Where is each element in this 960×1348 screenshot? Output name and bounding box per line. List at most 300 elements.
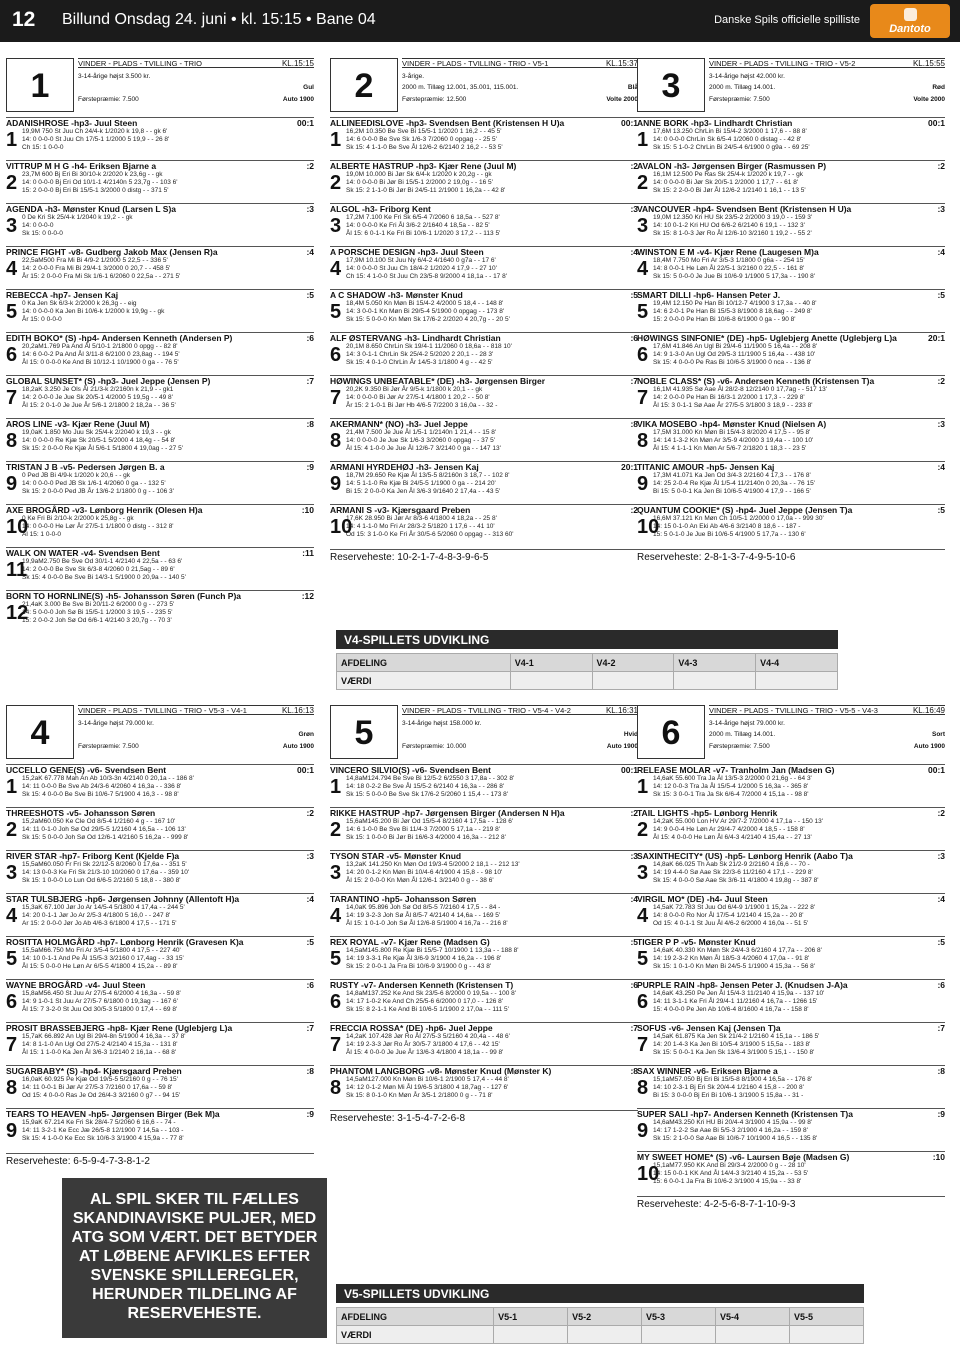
form-line: 14: 19 3-2-3 Joh Sø Ål 8/5-7 4/2140 4 14,6a - - 169 5' [346, 912, 501, 919]
start-number: 12 [6, 602, 29, 624]
v4-col: V4-4 [756, 654, 838, 672]
form-line: 14: 11 3-2-1 Ke Ecc Jæ 26/5-8 12/1900 7 14,5a - - 103 - [22, 1127, 184, 1134]
form-line: 15,1aM57.050 Bj Eri Bi 15/5-8 8/1900 4 16,5a - - 176 8' [653, 1076, 813, 1083]
form-line: 15: 6 0-0-1 Ja Fra Bi 10/6-2 3/1900 4 15,9a - - 33 8' [653, 1178, 802, 1185]
race-time: KL.16:13 [281, 706, 314, 715]
form-line: 14: 0 0-0-0 Re Kjæ Sk 20/5-1 5/2000 4 18,4g - - 54 8' [22, 437, 176, 444]
form-line: Ål 15: 4 1-0-0 Je Jue Ål 12/6-7 3/2140 0 ga - - 147 13' [346, 445, 501, 452]
v5-title: V5-SPILLETS UDVIKLING [336, 1284, 864, 1303]
horse-odds: 00:1 [620, 765, 638, 775]
start-number: 4 [330, 258, 342, 280]
horse-entry [637, 1065, 945, 1108]
form-line: 14: 9 0-0-4 He Løn Ar 29/4-7 4/2000 4 18,5 - - 158 8' [653, 826, 805, 833]
horse-odds: :3 [306, 851, 314, 861]
form-line: 14,6aK 43.250 Pe Jen Ål 15/4-3 11/2140 4 15,9a - - 137 10' [653, 990, 825, 997]
form-line: 14: 11 0-1-0 Joh Sø Od 29/5-5 1/2160 4 16,5a - - 106 13' [22, 826, 186, 833]
start-number: 6 [330, 344, 342, 366]
race-number: 4 [6, 705, 74, 759]
form-lines [653, 775, 945, 799]
pool-note: AL SPIL SKER TIL FÆLLES SKANDINAVISKE PULJER, MED ATG SOM VÆRT. DET BETYDER AT LØBENE AFVIKLES EFTER SVENSKE SPILLEREGLER, HERUNDER TILDELING AF RESERVEHESTE. [62, 1178, 327, 1338]
form-line: 14: 4 1-1-0 Mo Fri Ar 28/3-2 5/1820 1 17,6 - - 41 10' [346, 523, 495, 530]
form-line: 14: 25 2-0-4 Re Kjæ Ål 1/5-4 11/2140n 0 20,3a - - 76 15' [653, 480, 815, 487]
horse-name: VANCOUVER -hp4- Svendsen Bent (Kristensen H U)a [637, 204, 852, 214]
v4-col: V4-2 [592, 654, 674, 672]
horse-odds: 00:1 [927, 118, 945, 128]
horse-entry [330, 807, 638, 850]
form-line: 14,0aK 95.896 Joh Sø Od 8/5-5 7/2160 4 17,5 - - 84 - [346, 904, 501, 911]
race-start: Volte 2000 [606, 96, 638, 103]
form-line: Sk 15: 4 0-0-0 Be Sve Bi 10/6-7 5/1900 4 16,3 - - 98 8' [22, 791, 179, 798]
form-line: 14: 9 1-0-1 St Juu Ar 27/5-7 6/1800 0 19,3ag - - 167 6' [22, 998, 178, 1005]
form-line: 15,3aK 67.100 Jør Jo Ar 14/5-4 5/1800 4 17,4a - - 244 5' [22, 904, 185, 911]
form-lines [22, 904, 314, 928]
form-lines [653, 257, 945, 281]
horse-odds: :2 [630, 808, 638, 818]
race-number: 6 [637, 705, 705, 759]
form-line: Sk 15: 2 1-0-0 Sø Aae Bi 10/6-7 10/1900 4 16,5 - - 135 8' [653, 1135, 818, 1142]
form-line: 15: 5 0-1-0 Je Jue Bi 10/6-5 4/1900 5 17,7a - - 130 6' [653, 531, 806, 538]
form-lines [653, 861, 945, 885]
race-start: Auto 1900 [913, 743, 945, 750]
form-line: 14: 11 0-0-0 Be Sve Ab 24/3-6 4/2060 4 16,3a - - 336 8' [22, 783, 182, 790]
form-line: 19,9aM2.750 Be Sve Od 30/1-1 4/2140 4 22,5a - - 63 6' [22, 558, 183, 565]
horse-odds: 00:1 [927, 765, 945, 775]
start-number: 3 [330, 862, 342, 884]
horse-entry [6, 375, 314, 418]
start-number: 3 [330, 215, 342, 237]
horse-entry [637, 246, 945, 289]
race-prize: Førstepræmie: 7.500 [78, 743, 139, 750]
form-line: 23,7M 600 Bj Eri Bi 30/10-k 2/2020 k 23,6g - - gk [22, 171, 163, 178]
form-line: 14: 0 0-0-0 He Lør År 27/5-1 1/1800 0 distg - - 312 8' [22, 523, 174, 530]
form-line: 15,8aM56.450 St Juu Ar 27/5-4 6/2000 4 16,3a - - 59 8' [22, 990, 181, 997]
form-line: 14: 0 0-0-0 Bi Jør Bi 15/5-1 2/2000 2 19,0g - - 16 5' [346, 179, 493, 186]
form-lines [653, 1033, 945, 1057]
start-number: 4 [6, 258, 18, 280]
form-line: 14: 2 0-0-0 Je Jue Sk 20/5-1 4/2000 5 19,5g - - 49 8' [22, 394, 173, 401]
race-conditions: 3-14-årige højst 158.000 kr. [402, 720, 482, 727]
horse-entry [637, 332, 945, 375]
form-lines [22, 343, 314, 367]
form-line: Sk 15: 4 0-0-0 Pe Ras Bi 10/6-5 3/1900 0 nca - - 136 8' [653, 359, 812, 366]
horse-name: PRINCE FIGHT -v8- Gudberg Jakob Max (Jensen R)a [6, 247, 218, 257]
horse-odds: :5 [937, 505, 945, 515]
race-time: KL.16:49 [912, 706, 945, 715]
start-number: 8 [330, 1077, 342, 1099]
form-line: År 15: 2 1-0-1 Bi Jør Hb 4/6-5 7/2200 3 16,0a - - 32 - [346, 402, 498, 409]
start-number: 4 [637, 905, 649, 927]
race-title: VINDER - PLADS - TVILLING - TRIO - V5-3 - V4-1 [78, 705, 314, 715]
horse-entry [637, 893, 945, 936]
horse-name: HØWINGS UNBEATABLE* (DE) -h3- Jørgensen Birger [330, 376, 546, 386]
form-line: 0 Ped JB Bi 4/9-k 1/2020 k 20,6 - - gk [22, 472, 131, 479]
horse-name: TYSON STAR -v5- Mønster Knud [330, 851, 462, 861]
race-title: VINDER - PLADS - TVILLING - TRIO - V5-2 [709, 58, 945, 68]
start-number: 11 [6, 559, 28, 581]
horse-name: ALLINEEDISLOVE -hp3- Svendsen Bent (Kristensen H U)a [330, 118, 565, 128]
start-number: 5 [637, 301, 649, 323]
form-line: År 15: 0 0-0-0 [22, 316, 62, 323]
reserve-horses: Reserveheste: 4-2-5-6-8-7-1-10-9-3 [637, 1196, 945, 1211]
form-line: 20,2aM1.769 Pa And Ål 5/10-1 2/1800 0 opgg - - 82 8' [22, 343, 178, 350]
horse-name: TIGER P P -v5- Mønster Knud [637, 937, 756, 947]
start-number: 3 [637, 862, 649, 884]
horse-name: PURPLE RAIN -hp8- Jensen Peter J. (Knudsen J-A)a [637, 980, 848, 990]
meeting-title: Billund Onsdag 24. juni • kl. 15:15 • Bane 04 [62, 11, 376, 28]
page-header [0, 0, 960, 42]
horse-entry [330, 203, 638, 246]
form-lines [346, 904, 638, 928]
race-conditions: 3-14-årige højst 79.000 kr. [78, 720, 154, 727]
start-number: 10 [637, 1163, 660, 1185]
v4-cell [510, 672, 592, 690]
horse-entry [637, 850, 945, 893]
horse-entry [6, 764, 314, 807]
form-lines [22, 386, 314, 410]
horse-name: PHANTOM LANGBORG -v8- Mønster Knud (Mønster K) [330, 1066, 552, 1076]
v5-cell [494, 1326, 568, 1344]
form-line: 14: 0 0-0-0 Ka Jen Bi 10/6-k 1/2000 k 19,9g - - gk [22, 308, 165, 315]
form-line: 21,4aK 3.000 Be Sve Bi 20/11-2 6/2000 0 g - - 273 5' [22, 601, 175, 608]
horse-entry [330, 289, 638, 332]
form-line: 19,0M 10.000 Bi Jør Sk 6/4-k 1/2020 k 20,2g - - gk [346, 171, 492, 178]
horse-odds: :8 [306, 419, 314, 429]
race-number: 2 [330, 58, 398, 112]
form-line: Ch 15: 1 0-0-0 [22, 144, 64, 151]
form-line: 19,0aK 1.850 Mo Juu Sk 25/4-k 2/2040 k 19,3 - - gk [22, 429, 171, 436]
start-number: 2 [330, 172, 342, 194]
form-line: Ål 15: 2 0-1-0 Je Jue År 5/6-1 2/1800 2 18,2a - - 36 5' [22, 402, 176, 409]
form-line: Sk 15: 0 0-0-0 [22, 230, 63, 237]
horse-entry [6, 246, 314, 289]
form-line: Od 15: 4 0-1-1 St Juu Ål 4/6-2 6/2000 4 16,0a - - 51 5' [653, 920, 809, 927]
start-number: 1 [6, 129, 18, 151]
form-line: Sk 15: 5 1-0-2 ChrLin Bi 24/5-4 6/1900 0 g9a - - 69 25' [653, 144, 810, 151]
horse-name: WAYNE BROGÅRD -v4- Juul Steen [6, 980, 146, 990]
horse-entry [637, 375, 945, 418]
horse-odds: :6 [630, 980, 638, 990]
form-line: Ål 15: 3 0-1-1 Sø Aae År 27/5-5 3/1800 3 18,9 - - 233 8' [653, 402, 813, 409]
form-line: 14: 6 0-0-0 Be Sve Sk 1/6-3 7/2060 0 opgag - - 25 5' [346, 136, 497, 143]
horse-entry [637, 461, 945, 504]
horse-entry [6, 936, 314, 979]
horse-entry [330, 893, 638, 936]
form-line: 14: 11 0-0-1 Bi Jør Ar 27/5-3 7/2160 0 17,6a - - 59 8' [22, 1084, 173, 1091]
horse-odds: :7 [630, 1023, 638, 1033]
form-line: 14: 20 0-1-1 Jør Jo Ar 2/5-3 4/1800 5 16,0 - - 247 8' [22, 912, 171, 919]
horse-entry [637, 1108, 945, 1151]
horse-name: AGENDA -h3- Mønster Knud (Larsen L S)a [6, 204, 177, 214]
start-number: 7 [637, 387, 649, 409]
horse-name: ALF ØSTERVANG -h3- Lindhardt Christian [330, 333, 501, 343]
form-line: Bi 15: 5 0-0-1 Ka Jen Bi 10/6-5 4/1900 4 17,9 - - 166 5' [653, 488, 811, 495]
form-line: 14: 0 0-0-0 Bi Jør Sk 20/5-1 2/2000 1 17,7 - - 61 8' [653, 179, 799, 186]
horse-odds: :4 [306, 894, 314, 904]
start-number: 1 [637, 776, 649, 798]
start-number: 6 [330, 991, 342, 1013]
horse-entry [637, 418, 945, 461]
horse-odds: 00:1 [296, 765, 314, 775]
race-header [6, 705, 314, 761]
horse-odds: :2 [630, 161, 638, 171]
form-line: 14: 15 0-1-0 An Eki Ab 4/6-6 3/2140 8 18,6 - - 187 - [653, 523, 801, 530]
form-line: 15,5aM66.750 Mo Fri Ar 3/5-4 5/1800 4 17,5 - - 227 40' [22, 947, 181, 954]
horse-entry [6, 893, 314, 936]
v5-cell [716, 1326, 790, 1344]
horse-entry [6, 807, 314, 850]
horse-odds: :2 [630, 505, 638, 515]
horse-name: NOBLE CLASS* (S) -v6- Andersen Kenneth (Kristensen T)a [637, 376, 875, 386]
horse-odds: :9 [306, 1109, 314, 1119]
logo-text: Dantoto [889, 23, 931, 35]
form-line: Od 15: 4 0-0-0 Ras Je Od 26/4-3 3/2160 0 g7 - - 94 15' [22, 1092, 181, 1099]
horse-odds: :3 [937, 204, 945, 214]
form-lines [346, 818, 638, 842]
horse-odds: :5 [306, 290, 314, 300]
form-line: 16,1M 41.935 Sø Aae Ål 28/2-8 12/2140 0 17,7ag - - 517 13' [653, 386, 827, 393]
horse-name: SUPER SALI -hp7- Andersen Kenneth (Kristensen T)a [637, 1109, 853, 1119]
form-lines [346, 214, 638, 238]
start-number: 1 [637, 129, 649, 151]
form-line: 14: 20 1-4-3 Ka Jen Bi 10/5-4 3/1900 5 15,5a - - 183 8' [653, 1041, 811, 1048]
horse-name: RUSTY -v7- Andersen Kenneth (Kristensen T) [330, 980, 514, 990]
form-line: Sk 15: 3 0-0-1 Tra Ja Sk 6/6-4 7/2000 4 15,1a - - 98 8' [653, 791, 809, 798]
horse-entry [6, 979, 314, 1022]
race-6 [637, 705, 945, 1210]
start-number: 10 [6, 516, 29, 538]
start-number: 6 [637, 991, 649, 1013]
form-line: 16,2M 10.350 Be Sve Bi 15/5-1 1/2020 1 16,2 - - 45 5' [346, 128, 502, 135]
horse-odds: :3 [937, 419, 945, 429]
horse-odds: :3 [630, 204, 638, 214]
form-line: År 15: 2 0-0-0 Fra Mi Sk 1/6-1 6/2060 0 22,5a - - 271 5' [22, 273, 181, 280]
start-number: 9 [637, 473, 649, 495]
form-line: Sk 15: 5 0-0-0 Kn Møn Sk 17/6-2 2/2020 4 20,7g - - 20 5' [346, 316, 510, 323]
race-conditions: 3-14-årige højst 3.500 kr. [78, 73, 151, 80]
start-number: 1 [330, 776, 342, 798]
horse-entry [330, 936, 638, 979]
horse-entry [637, 117, 945, 160]
horse-entry [330, 764, 638, 807]
race-time: KL.15:15 [281, 59, 314, 68]
start-number: 7 [6, 387, 18, 409]
horse-odds: :6 [306, 980, 314, 990]
form-line: Ål 15: 7 3-2-0 St Juu Od 30/5-3 5/1800 0 17,4 - - 69 8' [22, 1006, 178, 1013]
form-lines [653, 947, 945, 971]
form-line: 19,0M 12.350 Kri HU Sk 23/5-2 2/2000 3 19,0 - - 159 3' [653, 214, 813, 221]
form-line: 14: 20 0-1-2 Kn Møn Bi 10/4-6 4/1900 4 15,8 - - 98 10' [346, 869, 503, 876]
reserve-horses: Reserveheste: 10-2-1-7-4-8-3-9-6-5 [330, 549, 638, 564]
race-conditions: 3-14-årige højst 42.000 kr. [709, 73, 785, 80]
v5-development [336, 1284, 864, 1344]
form-line: 15,2aK 67.778 Mah An Ab 10/3-3n 4/2140 0 20,1a - - 186 8' [22, 775, 194, 782]
form-lines [346, 515, 638, 539]
horse-odds: :11 [302, 548, 314, 558]
form-line: 14,2aK 55.000 Lon HV Ar 29/7-2 7/2000 4 17,1a - - 150 13' [653, 818, 824, 825]
race-4 [6, 705, 314, 1171]
start-number: 7 [330, 387, 342, 409]
form-line: 17,6M 41.846 An Ugl Bi 29/4-6 11/1900 5 16,4a - - 208 8' [653, 343, 818, 350]
race-2 [330, 58, 638, 573]
horse-name: GLOBAL SUNSET* (S) -hp3- Juel Jeppe (Jensen P) [6, 376, 211, 386]
horse-name: BORN TO HORNLINE(S) -h5- Johansson Søren (Funch P)a [6, 591, 242, 601]
form-line: Sk 15: 4 1-0-0 Ke Ecc Sk 10/6-3 3/1900 4 15,9a - - 77 8' [22, 1135, 184, 1142]
form-line: 14: 10 2-3-1 Bj Eri Sk 20/4-4 1/2160 4 15,8 - - 200 8' [653, 1084, 804, 1091]
horse-name: A C SHADOW -h3- Mønster Knud [330, 290, 463, 300]
horse-name: MY SWEET HOME* (S) -v6- Laursen Bøje (Madsen G) [637, 1152, 850, 1162]
form-line: 14: 6 0-0-2 Pa And Ål 3/11-8 6/2100 0 23,8ag - - 194 5' [22, 351, 180, 358]
horse-odds: :4 [630, 247, 638, 257]
form-line: Ål 15: 1 0-0-0 [22, 531, 62, 538]
form-line: 16,6M 37.121 Kn Møn Ch 10/5-1 2/2000 0 17,0a - - 999 30' [653, 515, 824, 522]
form-lines [22, 1076, 314, 1100]
race-title: VINDER - PLADS - TVILLING - TRIO - V5-5 - V4-3 [709, 705, 945, 715]
horse-entry [6, 117, 314, 160]
start-number: 2 [637, 172, 649, 194]
horse-odds: :5 [937, 937, 945, 947]
form-line: 14: 19 2-3-3 Jør Ro År 30/5-7 3/1800 4 17,6 - - 42 15' [346, 1041, 500, 1048]
race-start: Auto 1900 [282, 743, 314, 750]
horse-name: REX ROYAL -v7- Kjær Rene (Madsen G) [330, 937, 490, 947]
start-number: 1 [6, 776, 18, 798]
v5-col: V5-1 [494, 1308, 568, 1326]
race-header [330, 58, 638, 114]
race-number: 1 [6, 58, 74, 112]
horse-name: SAX WINNER -v6- Eriksen Bjarne a [637, 1066, 778, 1076]
form-line: 14: 0 0-0-0 Ke Fri Ål 3/6-2 2/1640 4 18,5a - - 82 5' [346, 222, 490, 229]
v5-cell [789, 1326, 863, 1344]
form-line: Sk 15: 2 0-0-0 Re Kjæ Ål 5/6-1 5/1800 4 19,0ag - - 27 5' [22, 445, 183, 452]
form-line: 14: 0 0-0-0 [22, 222, 54, 229]
v4-development [336, 630, 838, 690]
race-title: VINDER - PLADS - TVILLING - TRIO - V5-1 [402, 58, 638, 68]
horse-entry [637, 1151, 945, 1194]
horse-entry [330, 418, 638, 461]
race-start: Volte 2000 [913, 96, 945, 103]
form-line: 14,2aK 107.428 Jør Ro Ål 27/5-3 5/2160 4 20,4a - - 48 6' [346, 1033, 510, 1040]
race-color: Gul [303, 84, 314, 91]
horse-odds: :8 [630, 419, 638, 429]
horse-entry [6, 1065, 314, 1108]
form-line: Ål 15: 4 0-0-0 He Løn Ål 6/4-3 4/2140 4 15,4a - - 27 13' [653, 834, 812, 841]
horse-entry [330, 117, 638, 160]
race-header [330, 705, 638, 761]
form-lines [22, 300, 314, 324]
start-number: 4 [330, 905, 342, 927]
horse-odds: 00:1 [296, 118, 314, 128]
horse-odds: :6 [937, 980, 945, 990]
form-line: Ål 15: 4 0-0-0 Je Jue År 13/6-3 4/1800 4 18,1a - - 99 8' [346, 1049, 504, 1056]
race-title: VINDER - PLADS - TVILLING - TRIO - V5-4 - V4-2 [402, 705, 638, 715]
form-line: 0 Ke Fri Bi 2/10-k 2/2000 k 25,8g - - gk [22, 515, 134, 522]
form-lines [22, 171, 314, 195]
horse-name: AROS LINE -v3- Kjær Rene (Juul M) [6, 419, 150, 429]
form-lines [653, 990, 945, 1014]
form-line: 14,5aK 72.783 St Juu Od 6/4-9 1/1900 1 15,2a - - 222 8' [653, 904, 816, 911]
form-line: 14: 3 0-0-1 Kn Møn Bi 29/5-4 5/1900 0 opgag - - 173 8' [346, 308, 505, 315]
race-prize: Førstepræmie: 7.500 [709, 96, 770, 103]
form-lines [653, 818, 945, 842]
horse-entry [637, 764, 945, 807]
form-line: 15: 4 0-0-0 Pe Jen Ab 10/6-4 8/1600 4 16,7a - - 158 8' [653, 1006, 809, 1013]
horse-odds: :9 [937, 1109, 945, 1119]
form-line: 14,6aM43.250 Kri HU Bi 20/4-4 3/1900 4 15,9a - - 99 8' [653, 1119, 813, 1126]
horse-entry [6, 203, 314, 246]
horse-name: WALK ON WATER -v4- Svendsen Bent [6, 548, 160, 558]
horse-name: ARMANI S -v3- Kjærsgaard Preben [330, 505, 471, 515]
form-line: Sk 15: 8 0-1-0 Kn Møn År 3/5-1 2/1800 0 g - - 71 8' [346, 1092, 493, 1099]
form-line: 14: 8 0-0-0 Ro Nor Ål 17/5-4 1/2140 4 15,2a - - 20 8' [653, 912, 804, 919]
form-line: 15: 2 0-0-0 Pe Han Bi 10/6-8 6/1900 0 ga - - 90 8' [653, 316, 796, 323]
form-line: 14: 19 3-3-1 Re Kjæ Ål 3/6-9 3/1900 4 16,2a - - 196 8' [346, 955, 502, 962]
form-line: 14,8aK 66.025 Th Aab Sk 21/2-9 2/2160 4 16,6 - - 70 - [653, 861, 810, 868]
horse-name: ARMANI HYRDEHØJ -h3- Jensen Kaj [330, 462, 479, 472]
form-lines [22, 515, 314, 539]
v4-value-label: VÆRDI [337, 672, 511, 690]
form-line: 14: 2 0-0-0 Be Sve Sk 6/3-8 4/2060 0 21,5ag - - 89 6' [22, 566, 175, 573]
form-line: 14: 15 0-0-1 KK And Ål 14/4-3 3/2140 4 15,2a - - 53 5' [653, 1170, 809, 1177]
v4-table [336, 653, 838, 690]
form-line: 17,5M 31.000 Kn Møn Bi 15/4-3 8/2020 4 17,5 - - 95 8' [653, 429, 811, 436]
form-lines [22, 990, 314, 1014]
form-lines [346, 300, 638, 324]
horse-name: WINSTON E M -v4- Kjær Rene (Laugesen M)a [637, 247, 819, 257]
horse-name: A PORSCHE DESIGN -hp3- Juul Steen [330, 247, 484, 257]
horse-entry [6, 1022, 314, 1065]
horse-odds: :3 [306, 204, 314, 214]
form-line: 15,9aK 67.214 Ke Fri Sk 28/4-7 5/2060 6 16,6 - - 74 - [22, 1119, 176, 1126]
race-header [637, 58, 945, 114]
horse-odds: :4 [937, 247, 945, 257]
v5-col: V5-2 [568, 1308, 642, 1326]
race-number: 3 [637, 58, 705, 112]
horse-entry [637, 289, 945, 332]
race-3 [637, 58, 945, 573]
start-number: 8 [637, 430, 649, 452]
horse-entry [330, 246, 638, 289]
form-line: Sk 15: 2 1-1-0 Bi Jør Bi 24/5-11 2/1900 1 16,2a - - 42 8' [346, 187, 506, 194]
form-lines [653, 904, 945, 928]
form-line: 14: 9 1-3-0 An Ugl Od 29/5-3 11/1900 5 16,4a - - 438 10' [653, 351, 816, 358]
race-prize: Førstepræmie: 7.500 [78, 96, 139, 103]
horse-entry [637, 979, 945, 1022]
form-line: Ål 15: 1 0-1-0 Joh Sø Ål 12/6-8 5/1900 4 16,7a - - 216 8' [346, 920, 508, 927]
race-distance: 2000 m. Tillæg 14.001. [709, 731, 776, 738]
form-line: 0 De Kri Sk 25/4-k 1/2040 k 19,2 - - gk [22, 214, 133, 221]
horse-odds: :7 [630, 376, 638, 386]
v5-col: AFDELING [337, 1308, 494, 1326]
race-time: KL.15:37 [605, 59, 638, 68]
horse-odds: :2 [306, 808, 314, 818]
form-line: 14,5aM127.000 Kn Møn Bi 10/6-1 2/1900 5 17,4 - - 44 8' [346, 1076, 509, 1083]
horse-name: HØWINGS SINFONIE* (DE) -hp5- Uglebjerg Anette (Uglebjerg L)a [637, 333, 897, 343]
form-line: 14,5aK 61.875 Ka Jen Sk 21/4-2 1/2160 4 15,1a - - 186 5' [653, 1033, 820, 1040]
race-header [6, 58, 314, 114]
race-5 [330, 705, 638, 1171]
form-line: 14: 17 1-2-2 Sø Aae Bi 5/5-3 2/1900 4 16,2a - - 159 8' [653, 1127, 808, 1134]
form-line: Od 15: 3 1-0-0 Ke Fri År 30/5-6 5/2060 0 opgag - - 313 60' [346, 531, 514, 538]
form-line: 14: 18 0-2-2 Be Sve Ål 15/5-2 6/2140 4 16,3a - - 286 8' [346, 783, 505, 790]
form-lines [22, 947, 314, 971]
start-number: 8 [637, 1077, 649, 1099]
horse-odds: :2 [306, 161, 314, 171]
horse-name: RELEASE MOLAR -v7- Tranholm Jan (Madsen G) [637, 765, 835, 775]
form-line: 19,9M 750 St Juu Ch 24/4-k 1/2020 k 19,8 - - gk 6' [22, 128, 168, 135]
form-line: 14: 14 1-3-2 Kn Møn Ar 3/5-9 4/2000 3 19,4a - - 100 10' [653, 437, 814, 444]
horse-odds: :10 [932, 1152, 945, 1162]
start-number: 5 [330, 301, 342, 323]
form-lines [653, 472, 945, 496]
